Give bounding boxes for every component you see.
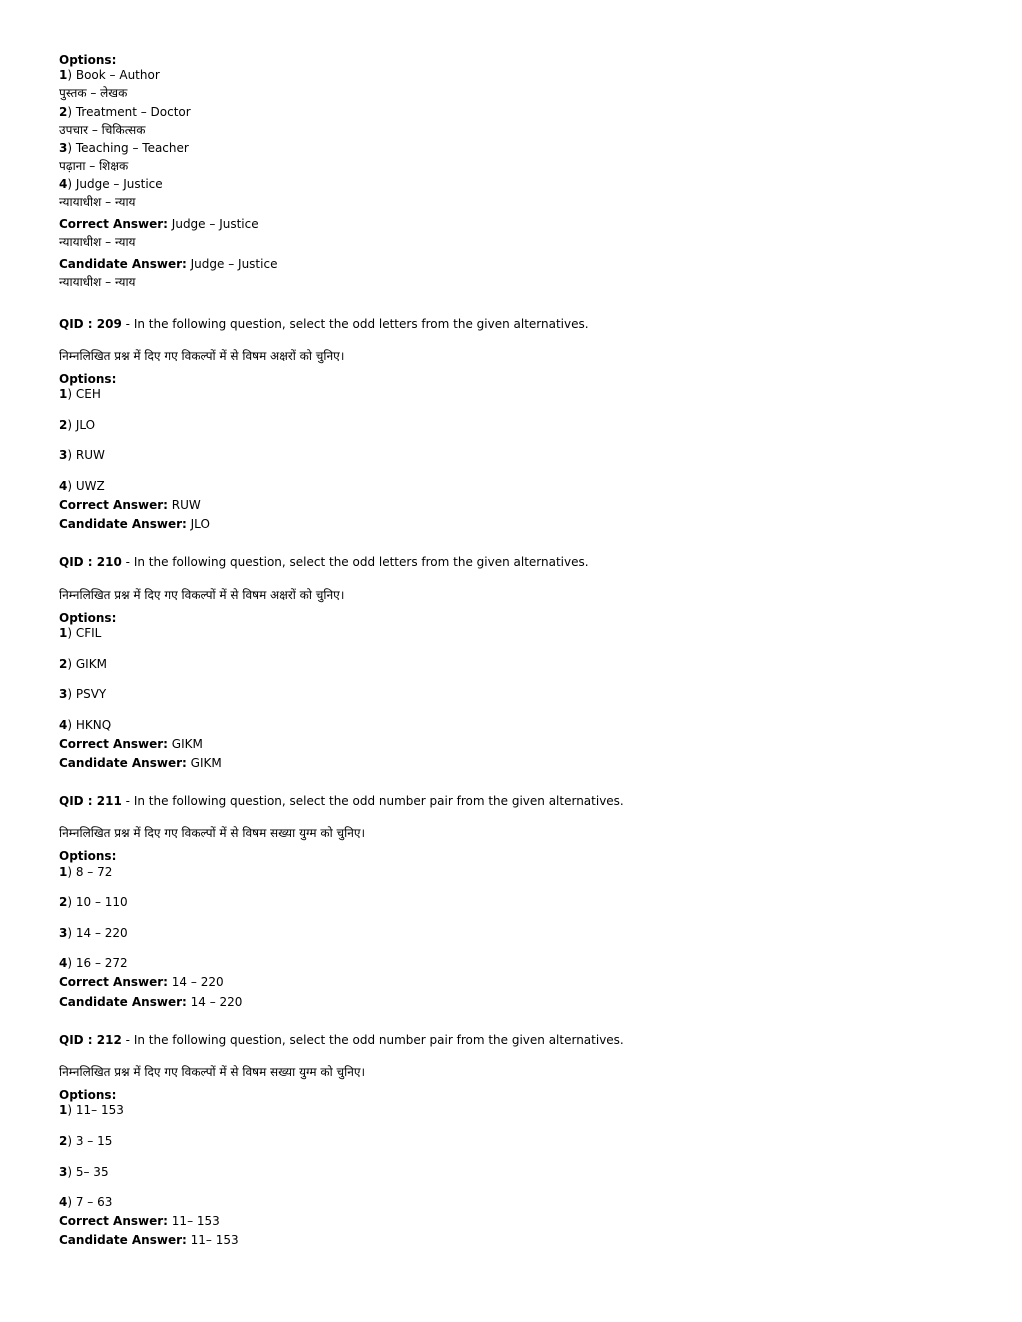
q211-options-label: Options: [59, 849, 117, 863]
q211-option-3: 3) 14 – 220 [59, 926, 128, 940]
q211-option-1: 1) 8 – 72 [59, 865, 113, 879]
q212-options-label: Options: [59, 1088, 117, 1102]
q212-option-4: 4) 7 – 63 [59, 1195, 113, 1209]
q208-option-2: 2) Treatment – Doctor [59, 105, 191, 119]
q210-question-hindi: निम्नलिखित प्रश्न में दिए गए विकल्पों में से विषम अक्षरों को चुनिए। [59, 588, 345, 602]
q210-options-label: Options: [59, 611, 117, 625]
q211-correct-answer: Correct Answer: 14 – 220 [59, 975, 224, 989]
q209-option-4: 4) UWZ [59, 479, 105, 493]
q208-option-4: 4) Judge – Justice [59, 177, 163, 191]
q211-question: QID : 211 - In the following question, select the odd number pair from the given alternatives. [59, 794, 624, 808]
q212-candidate-answer: Candidate Answer: 11– 153 [59, 1233, 239, 1247]
q208-correct-answer: Correct Answer: Judge – Justice [59, 217, 259, 231]
q209-question-hindi: निम्नलिखित प्रश्न में दिए गए विकल्पों में से विषम अक्षरों को चुनिए। [59, 349, 345, 363]
q210-option-1: 1) CFIL [59, 626, 102, 640]
q212-correct-answer: Correct Answer: 11– 153 [59, 1214, 220, 1228]
q212-question-hindi: निम्नलिखित प्रश्न में दिए गए विकल्पों में से विषम सख्या युग्म को चुनिए। [59, 1065, 366, 1079]
q208-option-3-hindi: पढ़ाना – शिक्षक [59, 159, 129, 173]
q210-option-3: 3) PSVY [59, 687, 107, 701]
q209-correct-answer: Correct Answer: RUW [59, 498, 201, 512]
q209-option-3: 3) RUW [59, 448, 105, 462]
q208-option-2-hindi: उपचार – चिकित्सक [59, 123, 146, 137]
q212-option-3: 3) 5– 35 [59, 1165, 109, 1179]
q211-question-hindi: निम्नलिखित प्रश्न में दिए गए विकल्पों में से विषम सख्या युग्म को चुनिए। [59, 826, 366, 840]
q208-option-3: 3) Teaching – Teacher [59, 141, 189, 155]
q209-options-label: Options: [59, 372, 117, 386]
q208-option-1: 1) Book – Author [59, 68, 160, 82]
q211-option-4: 4) 16 – 272 [59, 956, 128, 970]
q208-correct-answer-hindi: न्यायाधीश – न्याय [59, 235, 136, 249]
q208-options-label: Options: [59, 53, 117, 67]
q210-option-2: 2) GIKM [59, 657, 107, 671]
q208-option-1-hindi: पुस्तक – लेखक [59, 86, 128, 100]
q208-option-4-hindi: न्यायाधीश – न्याय [59, 195, 136, 209]
q209-option-2: 2) JLO [59, 418, 96, 432]
q209-option-1: 1) CEH [59, 387, 101, 401]
q209-candidate-answer: Candidate Answer: JLO [59, 517, 210, 531]
q210-correct-answer: Correct Answer: GIKM [59, 737, 203, 751]
q209-question: QID : 209 - In the following question, select the odd letters from the given alternatives. [59, 317, 589, 331]
q212-question: QID : 212 - In the following question, select the odd number pair from the given alternatives. [59, 1033, 624, 1047]
q210-candidate-answer: Candidate Answer: GIKM [59, 756, 222, 770]
q210-option-4: 4) HKNQ [59, 718, 112, 732]
q211-option-2: 2) 10 – 110 [59, 895, 128, 909]
q210-question: QID : 210 - In the following question, select the odd letters from the given alternatives. [59, 555, 589, 569]
q208-candidate-answer-hindi: न्यायाधीश – न्याय [59, 275, 136, 289]
q212-option-1: 1) 11– 153 [59, 1103, 124, 1117]
q211-candidate-answer: Candidate Answer: 14 – 220 [59, 995, 243, 1009]
q208-candidate-answer: Candidate Answer: Judge – Justice [59, 257, 278, 271]
q212-option-2: 2) 3 – 15 [59, 1134, 113, 1148]
